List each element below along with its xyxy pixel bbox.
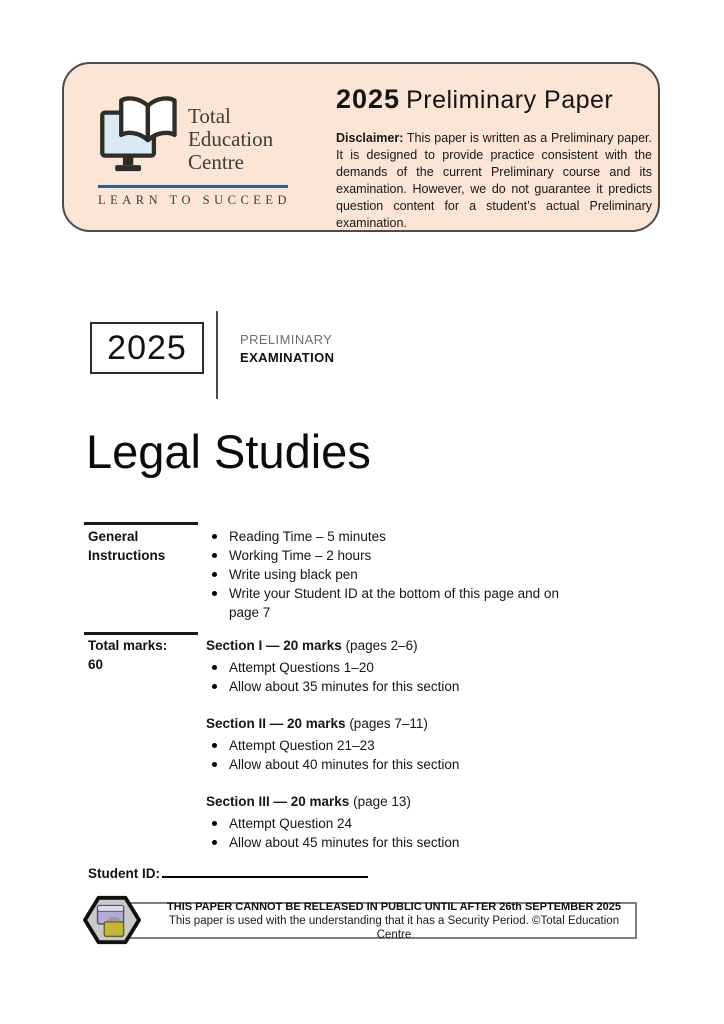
disclaimer-text: Disclaimer: This paper is written as a Preliminary paper. It is designed to provide practice consistent with the demands of the current Preliminary course and its examination. However, we do not guarantee it predicts question content for a student’s actual Preliminary examination. [336, 131, 652, 230]
list-item: Allow about 45 minutes for this section [206, 833, 626, 852]
exam-type-line2: EXAMINATION [240, 349, 335, 365]
list-item: Allow about 40 minutes for this section [206, 755, 626, 774]
section-heading: Section III — 20 marks (page 13) [206, 794, 411, 809]
student-id-blank-line [162, 864, 368, 878]
list-item: Attempt Question 21–23 [206, 736, 626, 755]
vertical-divider [216, 311, 218, 399]
logo [98, 92, 302, 208]
section-ii-block [206, 714, 626, 774]
list-item: Reading Time – 5 minutes [206, 527, 580, 546]
logo-divider-rule [98, 185, 288, 188]
section-i-block [206, 636, 626, 696]
section-heading: Section I — 20 marks (pages 2–6) [206, 638, 418, 653]
list-item: Allow about 35 minutes for this section [206, 677, 626, 696]
section-rule [84, 522, 198, 525]
list-item: Working Time – 2 hours [206, 546, 580, 565]
logo-tagline: LEARN TO SUCCEED [98, 193, 292, 207]
list-item: Write using black pen [206, 565, 580, 584]
exam-type-line1: PRELIMINARY [240, 332, 333, 347]
monitor-book-logo-icon [98, 92, 184, 178]
security-notice-line2: This paper is used with the understanding that it has a Security Period. ©Total Education Centre [168, 914, 620, 941]
banner-title-rest: Preliminary Paper [406, 86, 614, 114]
list-item: Attempt Questions 1–20 [206, 658, 626, 677]
header-banner [62, 62, 660, 232]
security-notice-line1: THIS PAPER CANNOT BE RELEASED IN PUBLIC UNTIL AFTER 26th SEPTEMBER 2025 [167, 900, 621, 913]
banner-title [336, 84, 652, 115]
section-heading: Section II — 20 marks (pages 7–11) [206, 716, 428, 731]
logo-name: Total Education Centre [188, 104, 274, 174]
student-id-label: Student ID: [88, 866, 160, 881]
list-item: Attempt Question 24 [206, 814, 626, 833]
security-lock-icon [83, 893, 141, 947]
exam-type [240, 331, 334, 366]
year-box: 2025 [90, 322, 204, 374]
subject-title: Legal Studies [86, 425, 371, 478]
section-iii-block [206, 792, 626, 852]
total-marks-label: Total marks: 60 [88, 638, 168, 672]
sections-column [206, 636, 626, 852]
security-notice-box [97, 902, 637, 939]
total-marks-value: 60 [88, 657, 104, 672]
banner-title-year: 2025 [336, 84, 401, 114]
list-item: Write your Student ID at the bottom of this page and on page 7 [206, 584, 580, 622]
general-instructions-list [206, 527, 580, 622]
section-rule [84, 632, 198, 635]
general-instructions-label: General Instructions [88, 529, 166, 563]
student-id-row [88, 864, 368, 881]
